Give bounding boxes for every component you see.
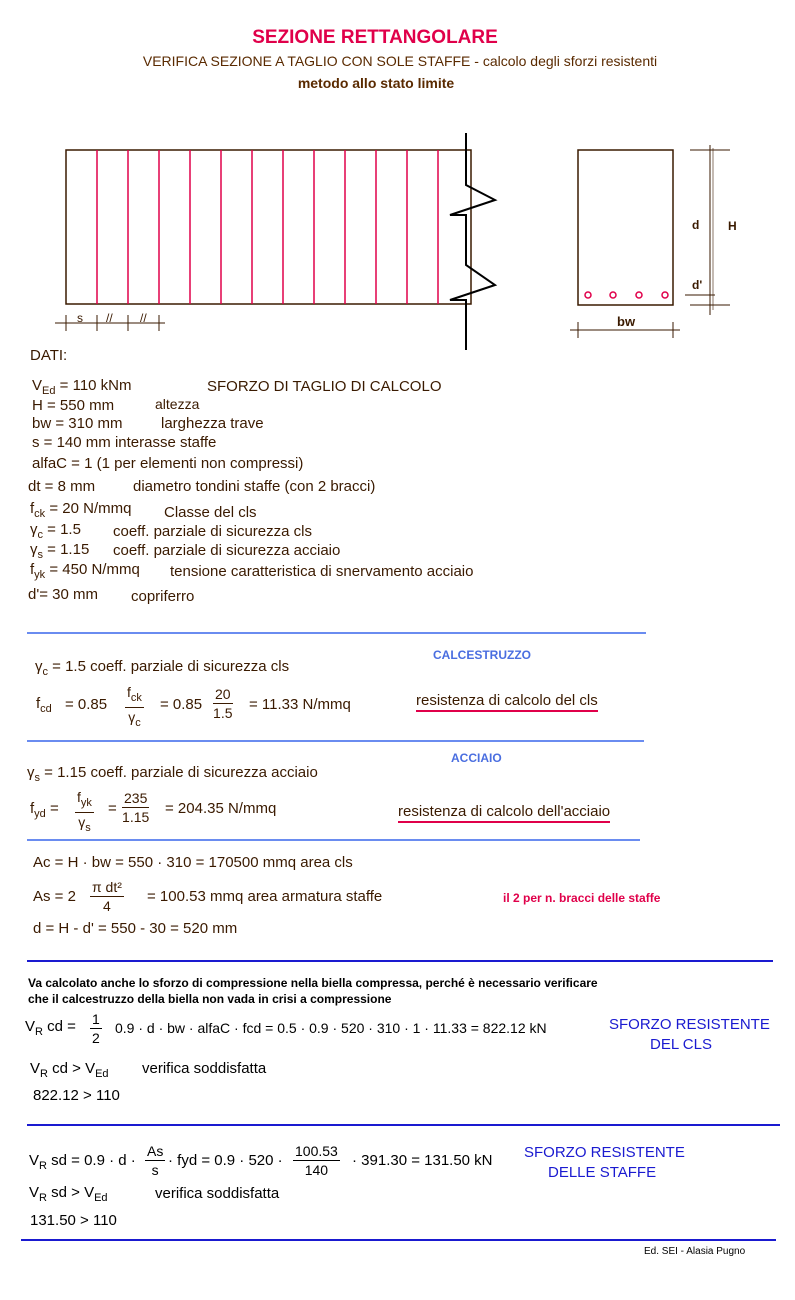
acciaio-gs-line: $\gamma_s = 1.15$ coeff. parziale di sicurezza acciaio <box>27 764 318 784</box>
divider <box>27 740 644 742</box>
fyk-desc: tensione caratteristica di snervamento acciaio <box>170 563 474 580</box>
cls-gc-line: $\gamma_c = 1.5$ coeff. parziale di sicurezza cls <box>35 658 290 678</box>
fyd-result: = 204.35 N/mmq <box>165 800 277 817</box>
vrsd-check: $V_R$ sd > $V_{Ed}$ <box>29 1184 108 1204</box>
vrcd-check-desc: verifica soddisfatta <box>142 1060 267 1077</box>
divider <box>27 839 640 841</box>
d-label: d <box>692 218 700 232</box>
bw-desc: larghezza trave <box>161 415 264 432</box>
fyk-over-gs: $f_{yk}$ $\gamma_s$ <box>77 789 92 834</box>
vrcd-lhs: $V_R$ cd = <box>25 1018 76 1038</box>
as-lhs: As = 2 <box>33 888 76 905</box>
vrcd-check-values: 822.12 > 110 <box>33 1087 120 1104</box>
s-line: s = 140 mm interasse staffe <box>32 434 217 451</box>
alfa-line: alfaC = 1 (1 per elementi non compressi) <box>32 455 304 472</box>
vrsd-check-values: 131.50 > 110 <box>30 1212 117 1229</box>
divider <box>27 960 773 962</box>
fck-over-gc: $f_{ck}$ $\gamma_c$ <box>127 684 142 729</box>
ac-line: Ac = H · bw = 550 · 310 = 170500 mmq area cls <box>33 854 353 871</box>
fcd-eq1: = 0.85 <box>65 696 108 713</box>
divider <box>21 1239 776 1241</box>
dati-heading: DATI: <box>30 347 68 364</box>
cls-heading: CALCESTRUZZO <box>433 648 531 662</box>
gs-desc: coeff. parziale di sicurezza acciaio <box>113 542 341 559</box>
vrsd-lhs: $V_R$ sd = 0.9 · d · <box>29 1152 136 1172</box>
vrsd-result-label-2: DELLE STAFFE <box>548 1164 657 1181</box>
fyd-eq2: = <box>108 800 117 817</box>
as-rhs: = 100.53 mmq area armatura staffe <box>147 888 383 905</box>
biella-note-2: che il calcestruzzo della biella non vada in crisi a compressione <box>28 992 392 1006</box>
dp-desc: copriferro <box>131 588 195 605</box>
spacing-label: s <box>77 311 83 325</box>
equal-mark: // <box>140 311 147 325</box>
footer-credit: Ed. SEI - Alasia Pugno <box>644 1246 746 1257</box>
fcd-label: $f_{cd}$ <box>36 695 52 715</box>
h-line: H = 550 mm <box>32 397 115 414</box>
method-label: metodo allo stato limite <box>297 75 455 91</box>
dt-desc: diametro tondini staffe (con 2 bracci) <box>133 478 376 495</box>
vrsd-result-label-1: SFORZO RESISTENTE <box>524 1144 685 1161</box>
fyd-desc: resistenza di calcolo dell'acciaio <box>398 803 610 823</box>
divider <box>27 1124 780 1126</box>
H-label: H <box>728 219 737 233</box>
fcd-fraction: $\frac{20}{1.5}$ <box>213 686 233 721</box>
fcd-result: = 11.33 N/mmq <box>249 696 351 713</box>
as-over-s: $\frac{As}{s}$ <box>147 1143 164 1178</box>
divider <box>27 632 646 634</box>
bw-line: bw = 310 mm <box>32 415 123 432</box>
vrcd-result-label-2: DEL CLS <box>650 1036 712 1053</box>
fyd-label: $f_{yd}$ = <box>30 800 59 820</box>
fyd-fraction: $\frac{235}{1.15}$ <box>122 790 150 825</box>
acciaio-heading: ACCIAIO <box>451 751 502 765</box>
fcd-eq2: = 0.85 <box>160 696 203 713</box>
page-subtitle: VERIFICA SEZIONE A TAGLIO CON SOLE STAFFE - calcolo degli sforzi resistenti <box>142 53 658 69</box>
gc-desc: coeff. parziale di sicurezza cls <box>113 523 312 540</box>
biella-note-1: Va calcolato anche lo sforzo di compressione nella biella compressa, perché è necessario verificare <box>28 976 598 990</box>
vrsd-check-desc: verifica soddisfatta <box>155 1185 280 1202</box>
gs-line: $\gamma_s = 1.15$ <box>30 541 90 561</box>
as-fraction: $\frac{\text{π dt²}}{4}$ <box>92 879 122 914</box>
gc-line: $\gamma_c = 1.5$ <box>30 521 81 541</box>
as-note: il 2 per n. bracci delle staffe <box>503 891 661 905</box>
fck-line: $f_{ck} = 20$ N/mmq <box>30 500 132 520</box>
h-desc: altezza <box>155 396 200 412</box>
fck-desc: Classe del cls <box>164 504 257 521</box>
dprime-label: d' <box>692 278 703 292</box>
dt-line: dt = 8 mm <box>28 478 96 495</box>
d-line: d = H - d' = 550 - 30 = 520 mm <box>33 920 238 937</box>
vrsd-tail: · 391.30 = 131.50 kN <box>352 1152 493 1169</box>
vrcd-result-label-1: SFORZO RESISTENTE <box>609 1016 770 1033</box>
dp-line: d'= 30 mm <box>28 586 98 603</box>
vrsd-fraction: $\frac{100.53}{140}$ <box>295 1143 338 1178</box>
vrsd-mid: · fyd = 0.9 · 520 · <box>168 1152 283 1169</box>
cross-section-diagram <box>565 140 765 340</box>
bw-label: bw <box>617 314 636 329</box>
vrcd-formula: 0.9 · d · bw · alfaC · fcd = 0.5 · 0.9 · 520 · 310 · 1 · 11.33 = 822.12 kN <box>115 1020 547 1036</box>
half-fraction: $\frac{1}{2}$ <box>92 1011 100 1046</box>
fyk-line: $f_{yk} = 450$ N/mmq <box>30 561 140 581</box>
vrcd-check: $V_R$ cd > $V_{Ed}$ <box>30 1060 109 1080</box>
ved-desc: SFORZO DI TAGLIO DI CALCOLO <box>207 378 442 395</box>
page-title: SEZIONE RETTANGOLARE <box>252 27 498 48</box>
fcd-desc: resistenza di calcolo del cls <box>416 692 598 712</box>
ved-line: $V_{Ed} = 110$ kNm <box>32 377 132 397</box>
equal-mark: // <box>106 311 113 325</box>
